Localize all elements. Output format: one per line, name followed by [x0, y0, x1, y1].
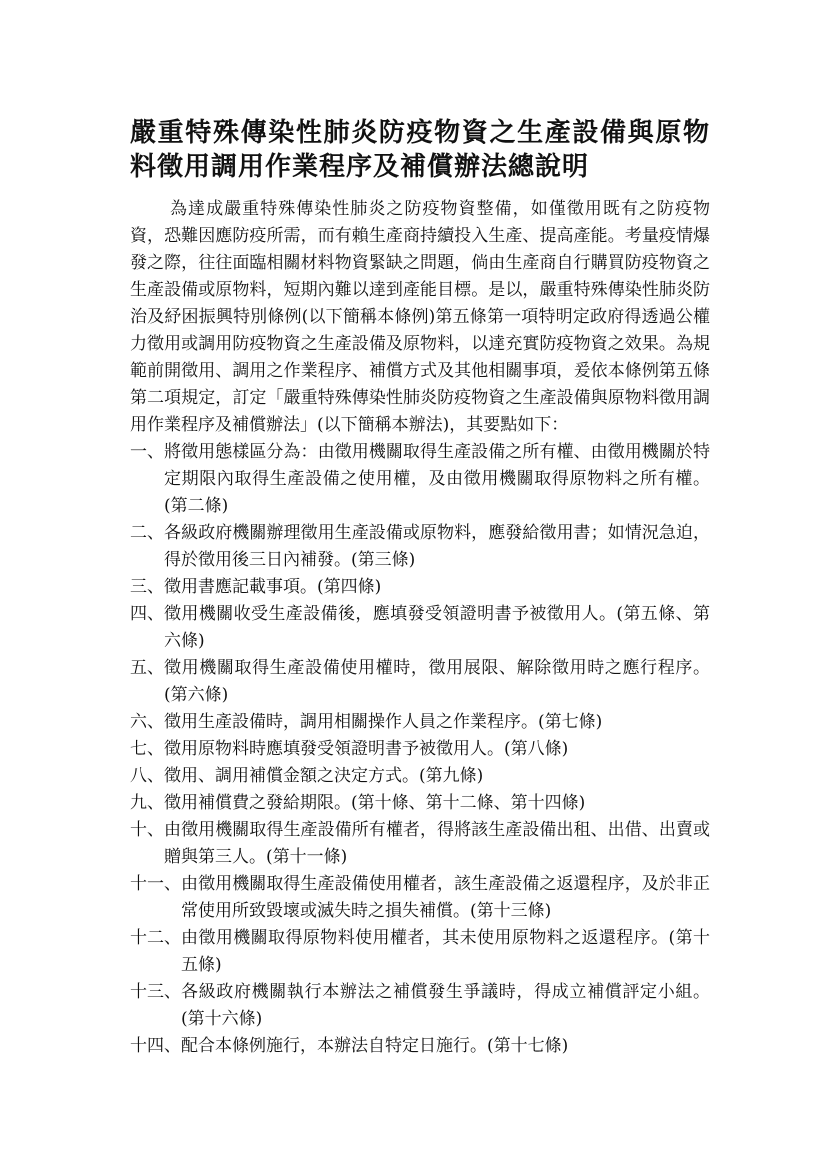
list-item: [130, 790, 710, 817]
item-number: 一、: [130, 442, 164, 462]
list-item: [130, 574, 710, 601]
item-number: 十二、: [130, 928, 181, 948]
item-number: 三、: [130, 577, 164, 597]
list-item: [130, 979, 710, 1033]
item-text: 由徵用機關取得原物料使用權者，其未使用原物料之返還程序。(第十五條): [181, 928, 710, 975]
item-number: 四、: [130, 604, 164, 624]
item-number: 五、: [130, 658, 164, 678]
document-page: [130, 116, 710, 1060]
item-text: 配合本條例施行，本辦法自特定日施行。(第十七條): [181, 1036, 569, 1056]
list-item: [130, 871, 710, 925]
item-number: 七、: [130, 739, 164, 759]
point-list: [130, 439, 710, 1060]
item-text: 徵用書應記載事項。(第四條): [164, 577, 382, 597]
item-number: 二、: [130, 523, 164, 543]
item-text: 由徵用機關取得生產設備所有權者，得將該生產設備出租、出借、出賣或贈與第三人。(第十一條): [164, 820, 710, 867]
item-text: 徵用補償費之發給期限。(第十條、第十二條、第十四條): [164, 793, 586, 813]
item-text: 各級政府機關辦理徵用生產設備或原物料，應發給徵用書；如情況急迫，得於徵用後三日內補發。(第三條): [164, 523, 710, 570]
item-text: 徵用生產設備時，調用相關操作人員之作業程序。(第七條): [164, 712, 603, 732]
item-number: 十四、: [130, 1036, 181, 1056]
item-text: 徵用機關取得生產設備使用權時，徵用展限、解除徵用時之應行程序。(第六條): [164, 658, 710, 705]
item-number: 十、: [130, 820, 164, 840]
list-item: [130, 763, 710, 790]
list-item: [130, 601, 710, 655]
document-title: 嚴重特殊傳染性肺炎防疫物資之生產設備與原物料徵用調用作業程序及補償辦法總說明: [130, 118, 710, 182]
item-text: 徵用原物料時應填發受領證明書予被徵用人。(第八條): [164, 739, 569, 759]
list-item: [130, 925, 710, 979]
item-number: 八、: [130, 766, 164, 786]
item-number: 十一、: [130, 874, 181, 894]
item-number: 十三、: [130, 982, 181, 1002]
item-number: 九、: [130, 793, 164, 813]
list-item: [130, 520, 710, 574]
list-item: [130, 1033, 710, 1060]
item-text: 將徵用態樣區分為：由徵用機關取得生產設備之所有權、由徵用機關於特定期限內取得生產設備之使用權，及由徵用機關取得原物料之所有權。(第二條): [164, 442, 710, 516]
list-item: [130, 736, 710, 763]
list-item: [130, 439, 710, 520]
item-text: 各級政府機關執行本辦法之補償發生爭議時，得成立補償評定小組。(第十六條): [181, 982, 710, 1029]
item-text: 徵用機關收受生產設備後，應填發受領證明書予被徵用人。(第五條、第六條): [164, 604, 710, 651]
item-number: 六、: [130, 712, 164, 732]
list-item: [130, 817, 710, 871]
item-text: 由徵用機關取得生產設備使用權者，該生產設備之返還程序，及於非正常使用所致毀壞或滅失時之損失補償。(第十三條): [181, 874, 710, 921]
list-item: [130, 655, 710, 709]
item-text: 徵用、調用補償金額之決定方式。(第九條): [164, 766, 484, 786]
intro-paragraph: 為達成嚴重特殊傳染性肺炎之防疫物資整備，如僅徵用既有之防疫物資，恐難因應防疫所需，而有賴生產商持續投入生產、提高產能。考量疫情爆發之際，往往面臨相關材料物資緊缺之問題，倘由生產商自行購買防疫物資之生產設備或原物料，短期內難以達到產能目標。是以，嚴重特殊傳染性肺炎防治及紓困振興特別條例(以下簡稱本條例)第五條第一項特明定政府得透過公權力徵用或調用防疫物資之生產設備及原物料，以達充實防疫物資之效果。為規範前開徵用、調用之作業程序、補償方式及其他相關事項，爰依本條例第五條第二項規定，訂定「嚴重特殊傳染性肺炎防疫物資之生產設備與原物料徵用調用作業程序及補償辦法」(以下簡稱本辦法)，其要點如下：: [130, 199, 710, 435]
list-item: [130, 709, 710, 736]
